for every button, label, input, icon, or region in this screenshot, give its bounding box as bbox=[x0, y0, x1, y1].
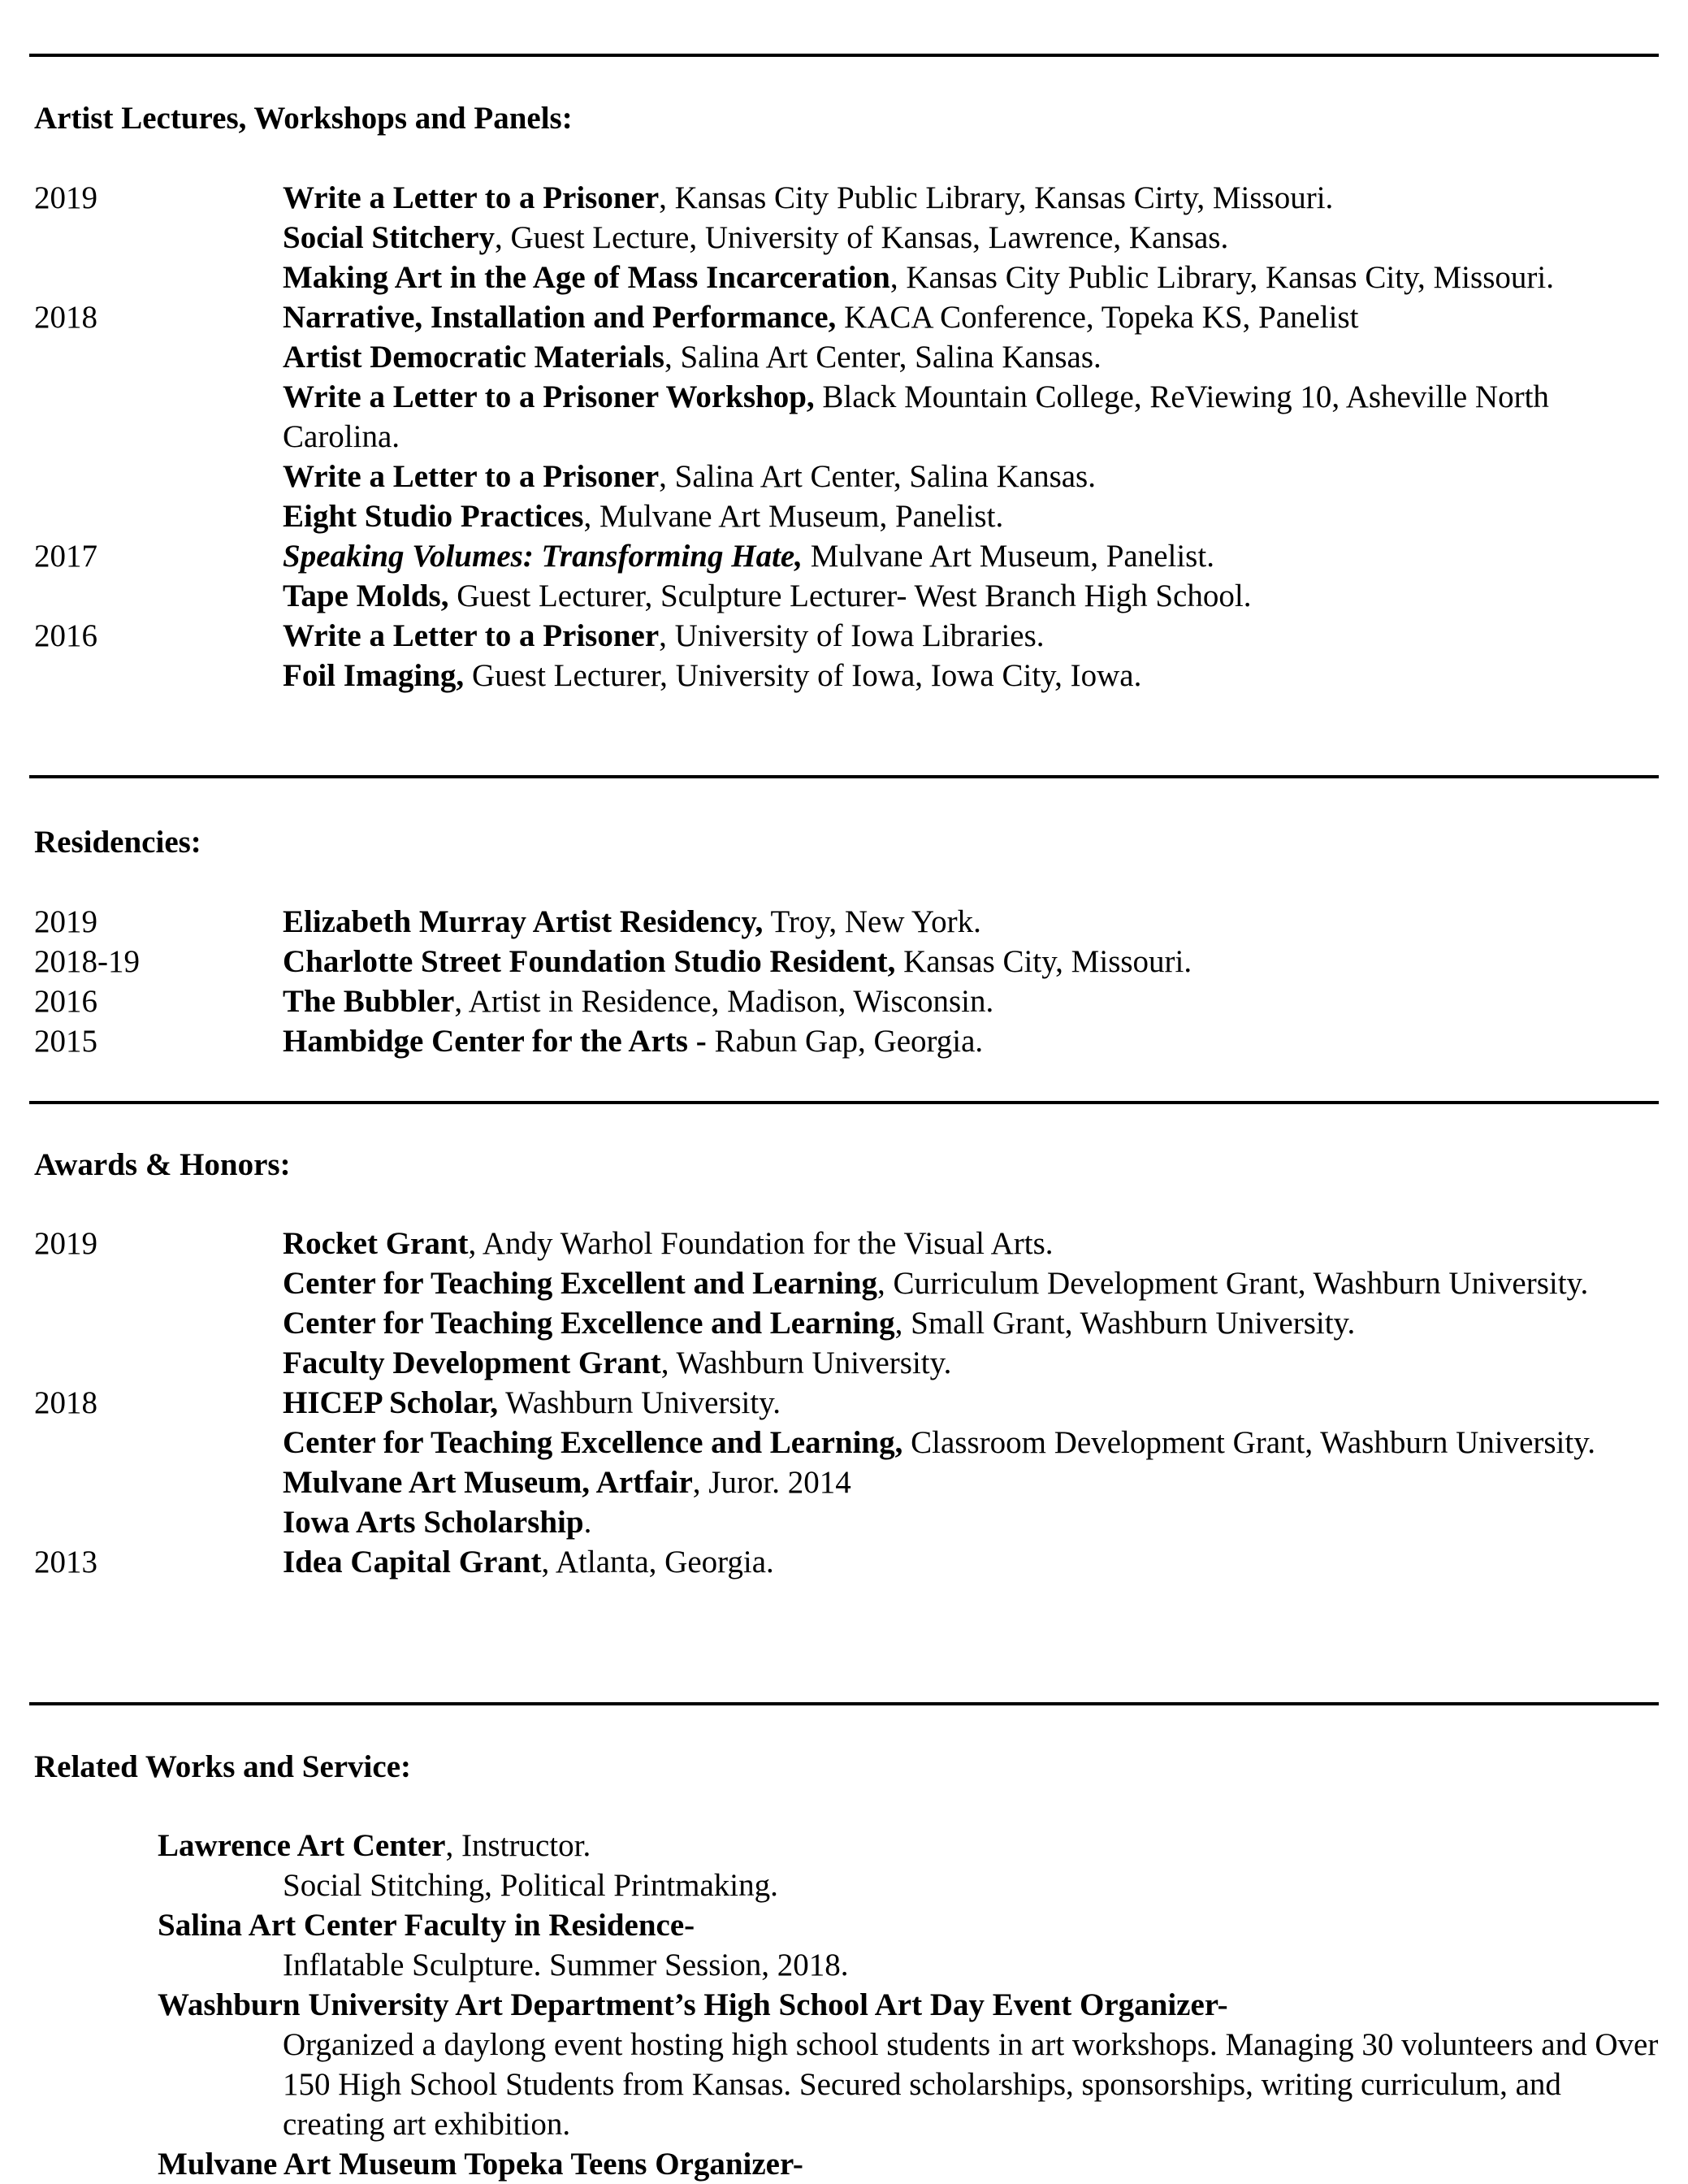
entry-title: Rocket Grant bbox=[283, 1226, 469, 1261]
section-divider bbox=[29, 54, 1659, 57]
entry-detail: , Salina Art Center, Salina Kansas. bbox=[664, 340, 1102, 375]
list-item bbox=[34, 178, 1659, 218]
entry-detail: Mulvane Art Museum, Panelist. bbox=[802, 539, 1214, 574]
entry-title: Elizabeth Murray Artist Residency, bbox=[283, 904, 764, 939]
list-item bbox=[158, 1905, 1669, 1985]
service-description: Social Stitching, Political Printmaking. bbox=[283, 1868, 778, 1903]
entry-detail: . bbox=[583, 1505, 592, 1540]
entry-year: 2019 bbox=[34, 1226, 97, 1261]
entry-detail: , Washburn University. bbox=[660, 1346, 952, 1380]
entry-detail: KACA Conference, Topeka KS, Panelist bbox=[836, 300, 1359, 335]
entry-title: Foil Imaging, bbox=[283, 658, 465, 693]
section-heading-residencies: Residencies: bbox=[34, 825, 201, 860]
list-item bbox=[34, 218, 1659, 258]
service-title: Salina Art Center Faculty in Residence- bbox=[158, 1908, 695, 1943]
service-title: Lawrence Art Center bbox=[158, 1828, 446, 1863]
entry-title: Write a Letter to a Prisoner bbox=[283, 618, 660, 653]
entry-title: The Bubbler bbox=[283, 984, 455, 1019]
entry-year: 2018 bbox=[34, 1385, 97, 1420]
list-item bbox=[34, 982, 1659, 1021]
list-item bbox=[34, 576, 1659, 616]
list-item bbox=[34, 457, 1659, 496]
entry-year: 2015 bbox=[34, 1024, 97, 1059]
section-divider bbox=[29, 1101, 1659, 1104]
list-item bbox=[34, 496, 1659, 536]
entry-title: Hambidge Center for the Arts - bbox=[283, 1024, 707, 1059]
service-description: Inflatable Sculpture. Summer Session, 2018. bbox=[283, 1948, 849, 1982]
list-item bbox=[158, 2144, 1669, 2184]
entry-detail: , Andy Warhol Foundation for the Visual Arts. bbox=[468, 1226, 1054, 1261]
section-divider bbox=[29, 1702, 1659, 1705]
entry-detail: , University of Iowa Libraries. bbox=[659, 618, 1045, 653]
list-item bbox=[34, 1021, 1659, 1061]
entry-detail: , Juror. 2014 bbox=[692, 1465, 851, 1500]
entry-title: Idea Capital Grant bbox=[283, 1545, 542, 1580]
entry-year: 2016 bbox=[34, 984, 97, 1019]
entry-detail: , Atlanta, Georgia. bbox=[541, 1545, 774, 1580]
list-item bbox=[34, 1263, 1659, 1303]
section-heading-lectures: Artist Lectures, Workshops and Panels: bbox=[34, 101, 573, 136]
section-divider bbox=[29, 775, 1659, 778]
entry-title: HICEP Scholar, bbox=[283, 1385, 499, 1420]
awards-list bbox=[34, 1224, 1659, 1582]
entry-detail: Classroom Development Grant, Washburn University. bbox=[902, 1425, 1595, 1460]
entry-title: Mulvane Art Museum, Artfair bbox=[283, 1465, 693, 1500]
entry-title: Faculty Development Grant bbox=[283, 1346, 661, 1380]
list-item bbox=[34, 1343, 1659, 1383]
entry-title: Artist Democratic Materials bbox=[283, 340, 664, 375]
entry-detail: Washburn University. bbox=[498, 1385, 781, 1420]
entry-detail: Rabun Gap, Georgia. bbox=[706, 1024, 984, 1059]
entry-title: Social Stitchery bbox=[283, 220, 496, 255]
entry-title: Narrative, Installation and Performance, bbox=[283, 300, 837, 335]
entry-year: 2019 bbox=[34, 180, 97, 215]
entry-title: Speaking Volumes: Transforming Hate, bbox=[283, 539, 803, 574]
entry-title: Write a Letter to a Prisoner bbox=[283, 459, 660, 494]
section-heading-awards: Awards & Honors: bbox=[34, 1147, 291, 1182]
residencies-list bbox=[34, 902, 1659, 1061]
list-item bbox=[158, 1826, 1669, 1905]
service-title: Mulvane Art Museum Topeka Teens Organizer- bbox=[158, 2147, 803, 2182]
entry-title: Making Art in the Age of Mass Incarceration bbox=[283, 260, 890, 295]
entry-year: 2018-19 bbox=[34, 944, 140, 979]
list-item bbox=[34, 337, 1659, 377]
entry-title: Write a Letter to a Prisoner bbox=[283, 180, 660, 215]
service-title: Washburn University Art Department’s High School Art Day Event Organizer- bbox=[158, 1987, 1228, 2022]
list-item bbox=[34, 377, 1659, 457]
lectures-list bbox=[34, 178, 1659, 696]
entry-title: Center for Teaching Excellence and Learning, bbox=[283, 1425, 903, 1460]
list-item bbox=[34, 1502, 1659, 1542]
entry-year: 2016 bbox=[34, 618, 97, 653]
list-item bbox=[34, 297, 1659, 337]
list-item bbox=[34, 1542, 1659, 1582]
list-item bbox=[158, 1985, 1669, 2144]
entry-year: 2017 bbox=[34, 539, 97, 574]
entry-detail: , Small Grant, Washburn University. bbox=[894, 1306, 1356, 1341]
list-item bbox=[34, 1462, 1659, 1502]
list-item bbox=[34, 616, 1659, 656]
list-item bbox=[34, 942, 1659, 982]
entry-detail: Guest Lecturer, Sculpture Lecturer- West Branch High School. bbox=[448, 578, 1252, 613]
service-title-detail: , Instructor. bbox=[445, 1828, 591, 1863]
entry-detail: Black Mountain College, ReViewing 10, Asheville North Carolina. bbox=[283, 379, 1549, 454]
entry-detail: , Artist in Residence, Madison, Wisconsin. bbox=[454, 984, 994, 1019]
list-item bbox=[34, 656, 1659, 696]
entry-title: Write a Letter to a Prisoner Workshop, bbox=[283, 379, 815, 414]
entry-title: Center for Teaching Excellence and Learning bbox=[283, 1306, 895, 1341]
list-item bbox=[34, 902, 1659, 942]
entry-year: 2019 bbox=[34, 904, 97, 939]
list-item bbox=[34, 1383, 1659, 1423]
service-list bbox=[158, 1826, 1669, 2184]
entry-title: Center for Teaching Excellent and Learning bbox=[283, 1266, 877, 1301]
list-item bbox=[34, 1303, 1659, 1343]
entry-detail: , Kansas City Public Library, Kansas Cirty, Missouri. bbox=[659, 180, 1334, 215]
entry-detail: Kansas City, Missouri. bbox=[895, 944, 1192, 979]
entry-title: Tape Molds, bbox=[283, 578, 449, 613]
entry-year: 2013 bbox=[34, 1545, 97, 1580]
entry-detail: , Kansas City Public Library, Kansas City, Missouri. bbox=[889, 260, 1554, 295]
list-item bbox=[34, 258, 1659, 297]
entry-detail: , Mulvane Art Museum, Panelist. bbox=[583, 499, 1004, 534]
entry-title: Charlotte Street Foundation Studio Resident, bbox=[283, 944, 896, 979]
entry-title: Iowa Arts Scholarship bbox=[283, 1505, 584, 1540]
list-item bbox=[34, 1423, 1659, 1462]
service-description: Organized a daylong event hosting high school students in art workshops. Managing 30 volunteers and Over 150 High School Students from Kansas. Secured scholarships, sponsorships, writing curriculum, and creating art exhibition. bbox=[283, 2027, 1659, 2142]
entry-title: Eight Studio Practices bbox=[283, 499, 584, 534]
section-heading-service: Related Works and Service: bbox=[34, 1749, 412, 1784]
list-item bbox=[34, 1224, 1659, 1263]
entry-year: 2018 bbox=[34, 300, 97, 335]
entry-detail: , Curriculum Development Grant, Washburn University. bbox=[877, 1266, 1589, 1301]
entry-detail: Guest Lecturer, University of Iowa, Iowa City, Iowa. bbox=[464, 658, 1142, 693]
entry-detail: Troy, New York. bbox=[763, 904, 981, 939]
entry-detail: , Salina Art Center, Salina Kansas. bbox=[659, 459, 1096, 494]
list-item bbox=[34, 536, 1659, 576]
entry-detail: , Guest Lecture, University of Kansas, Lawrence, Kansas. bbox=[495, 220, 1229, 255]
